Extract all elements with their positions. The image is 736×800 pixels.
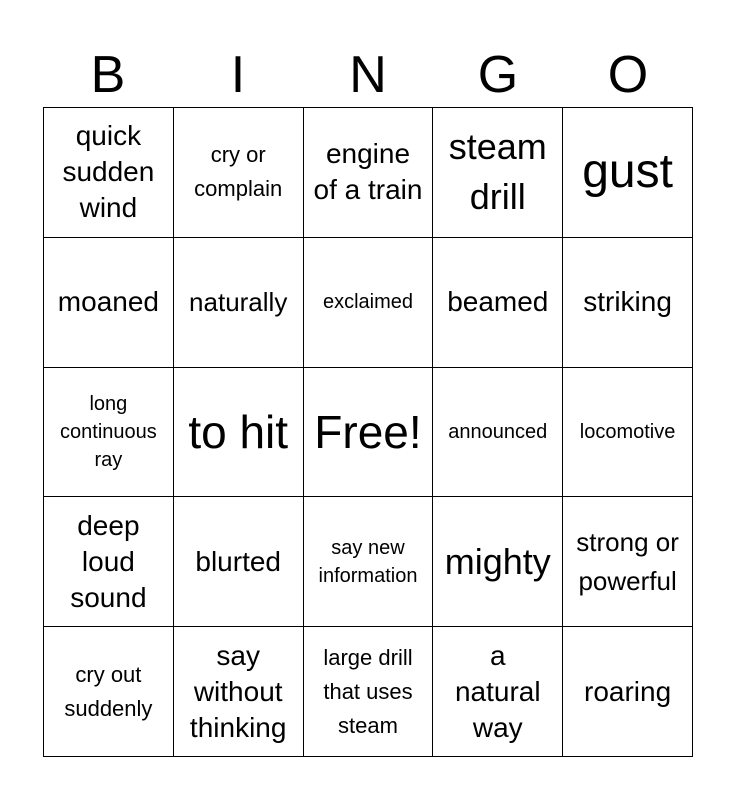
bingo-cell-r2c1[interactable]	[44, 238, 174, 368]
header-letter-i: I	[230, 46, 246, 104]
cell-text: say without thinking	[189, 639, 287, 743]
bingo-cell-r2c2[interactable]	[174, 238, 304, 368]
header-letter-b: B	[90, 46, 126, 104]
bingo-cell-r1c4[interactable]	[433, 108, 563, 238]
bingo-cell-r1c2[interactable]	[174, 108, 304, 238]
bingo-cell-r1c1[interactable]	[44, 108, 174, 238]
cell-text: gust	[582, 145, 673, 199]
cell-text: long continuous ray	[60, 392, 157, 471]
bingo-cell-r5c3[interactable]	[304, 627, 434, 757]
cell-text: exclaimed	[322, 291, 414, 314]
bingo-cell-r2c3[interactable]	[304, 238, 434, 368]
cell-text: large drill that uses steam	[323, 644, 413, 738]
bingo-cell-r3c5[interactable]	[563, 368, 693, 498]
bingo-cell-r3c3[interactable]	[304, 368, 434, 498]
cell-text: mighty	[444, 540, 551, 582]
bingo-cell-r4c2[interactable]	[174, 497, 304, 627]
cell-text: blurted	[195, 545, 281, 577]
bingo-header	[43, 44, 693, 106]
bingo-cell-r4c4[interactable]	[433, 497, 563, 627]
bingo-cell-r5c5[interactable]	[563, 627, 693, 757]
cell-text: moaned	[57, 286, 159, 318]
bingo-cell-r3c4[interactable]	[433, 368, 563, 498]
cell-text: locomotive	[579, 420, 676, 443]
cell-text: quick sudden wind	[62, 120, 155, 224]
cell-text: striking	[583, 286, 672, 318]
cell-text: naturally	[189, 286, 288, 317]
header-letter-n: N	[349, 46, 387, 104]
bingo-cell-r4c3[interactable]	[304, 497, 434, 627]
cell-text: cry or complain	[194, 142, 283, 202]
bingo-cell-r3c1[interactable]	[44, 368, 174, 498]
bingo-cell-r1c5[interactable]	[563, 108, 693, 238]
cell-text: strong or powerful	[576, 526, 679, 596]
cell-text: a natural way	[454, 639, 541, 743]
bingo-cell-r3c2[interactable]	[174, 368, 304, 498]
bingo-card	[43, 107, 693, 757]
bingo-cell-r5c4[interactable]	[433, 627, 563, 757]
bingo-cell-r4c1[interactable]	[44, 497, 174, 627]
header-letter-g: G	[477, 46, 519, 104]
cell-text: engine of a train	[313, 138, 423, 206]
bingo-cell-r5c1[interactable]	[44, 627, 174, 757]
free-space: Free!	[314, 405, 422, 458]
cell-text: cry out suddenly	[64, 661, 153, 721]
cell-text: say new information	[318, 536, 418, 587]
cell-text: roaring	[584, 675, 672, 707]
header-letter-o: O	[607, 46, 649, 104]
cell-text: steam drill	[448, 126, 547, 218]
bingo-cell-r5c2[interactable]	[174, 627, 304, 757]
bingo-cell-r4c5[interactable]	[563, 497, 693, 627]
bingo-cell-r1c3[interactable]	[304, 108, 434, 238]
cell-text: deep loud sound	[70, 509, 147, 613]
cell-text: beamed	[447, 286, 549, 318]
cell-text: announced	[448, 420, 548, 443]
bingo-cell-r2c4[interactable]	[433, 238, 563, 368]
cell-text: to hit	[188, 405, 289, 458]
bingo-cell-r2c5[interactable]	[563, 238, 693, 368]
